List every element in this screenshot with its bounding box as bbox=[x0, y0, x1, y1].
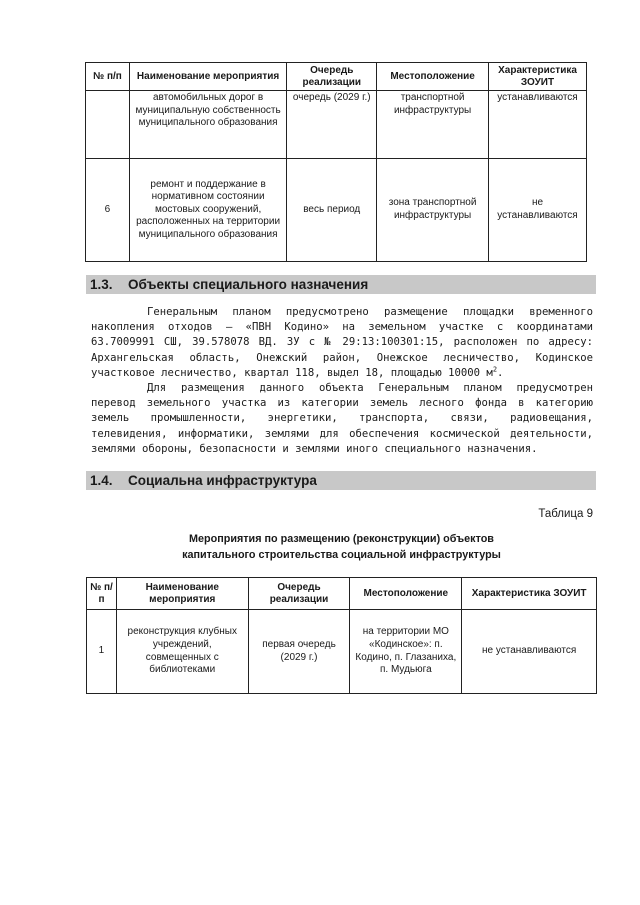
row-name: ремонт и поддержание в нормативном состоянии мостовых сооружений, расположенных на территории муниципального образования bbox=[129, 159, 287, 262]
header-zouit: Характеристика ЗОУИТ bbox=[489, 63, 587, 91]
header-location: Местоположение bbox=[377, 63, 489, 91]
row-zouit: не устанавливаются bbox=[489, 159, 587, 262]
header-num: № п/п bbox=[86, 63, 130, 91]
table-label: Таблица 9 bbox=[538, 508, 593, 520]
table-caption bbox=[86, 532, 597, 563]
paragraph-waste-site bbox=[91, 305, 593, 381]
row-location: транспортной инфраструктуры bbox=[377, 91, 489, 159]
caption-line: капитального строительства социальной инфраструктуры bbox=[182, 548, 501, 561]
row-location: на территории МО «Кодинское»: п. Кодино, п. Глазаниха, п. Мудьюга bbox=[350, 610, 462, 694]
section-number: 1.4. bbox=[90, 473, 113, 488]
section-heading-1-4 bbox=[86, 471, 596, 490]
paragraph-text: Генеральным планом предусмотрено размещение площадки временного накопления отходов – «ПВН Кодино» на земельном участке с координатами 63.7009991 СШ, 39.578078 ВД. ЗУ с № 29:13:100301:15, расположен по адресу: Архангельская область, Онежский район, Онежское лесничество, Кодинское участковое лесничество, квартал 118, выдел 18, площадью 10000 м bbox=[91, 306, 593, 379]
paragraph-end: . bbox=[497, 366, 504, 379]
table-row bbox=[86, 91, 587, 159]
infrastructure-table-continued bbox=[85, 62, 587, 262]
row-num: 6 bbox=[86, 159, 130, 262]
header-zouit: Характеристика ЗОУИТ bbox=[462, 578, 597, 610]
table-row bbox=[86, 159, 587, 262]
superscript: 2 bbox=[492, 365, 498, 374]
header-queue: Очередь реализации bbox=[248, 578, 350, 610]
row-queue: первая очередь (2029 г.) bbox=[248, 610, 350, 694]
row-zouit: устанавливаются bbox=[489, 91, 587, 159]
row-zouit: не устанавливаются bbox=[462, 610, 597, 694]
header-name: Наименование мероприятия bbox=[129, 63, 287, 91]
row-name: автомобильных дорог в муниципальную собственность муниципального образования bbox=[129, 91, 287, 159]
header-name: Наименование мероприятия bbox=[116, 578, 248, 610]
header-queue: Очередь реализации bbox=[287, 63, 377, 91]
row-location: зона транспортной инфраструктуры bbox=[377, 159, 489, 262]
section-number: 1.3. bbox=[90, 277, 113, 292]
table-header-row bbox=[86, 63, 587, 91]
row-num bbox=[86, 91, 130, 159]
social-infrastructure-table bbox=[86, 577, 597, 694]
section-title: Социальна инфраструктура bbox=[128, 473, 317, 488]
paragraph-land-transfer bbox=[91, 381, 593, 457]
paragraph-text: Для размещения данного объекта Генеральным планом предусмотрен перевод земельного участка из категории земель лесного фонда в категорию земель промышленности, энергетики, транспорта, связи, радиовещания, телевидения, информатики, землями для обеспечения космической деятельности, землями обороны, безопасности и землями иного специального назначения. bbox=[91, 382, 593, 455]
header-location: Местоположение bbox=[350, 578, 462, 610]
section-heading-1-3 bbox=[86, 275, 596, 294]
row-queue: весь период bbox=[287, 159, 377, 262]
table-row bbox=[87, 610, 597, 694]
row-num: 1 bbox=[87, 610, 117, 694]
row-queue: очередь (2029 г.) bbox=[287, 91, 377, 159]
table-header-row bbox=[87, 578, 597, 610]
header-num: № п/п bbox=[87, 578, 117, 610]
section-title: Объекты специального назначения bbox=[128, 277, 369, 292]
caption-line: Мероприятия по размещению (реконструкции) объектов bbox=[189, 533, 494, 545]
row-name: реконструкция клубных учреждений, совмещенных с библиотеками bbox=[116, 610, 248, 694]
